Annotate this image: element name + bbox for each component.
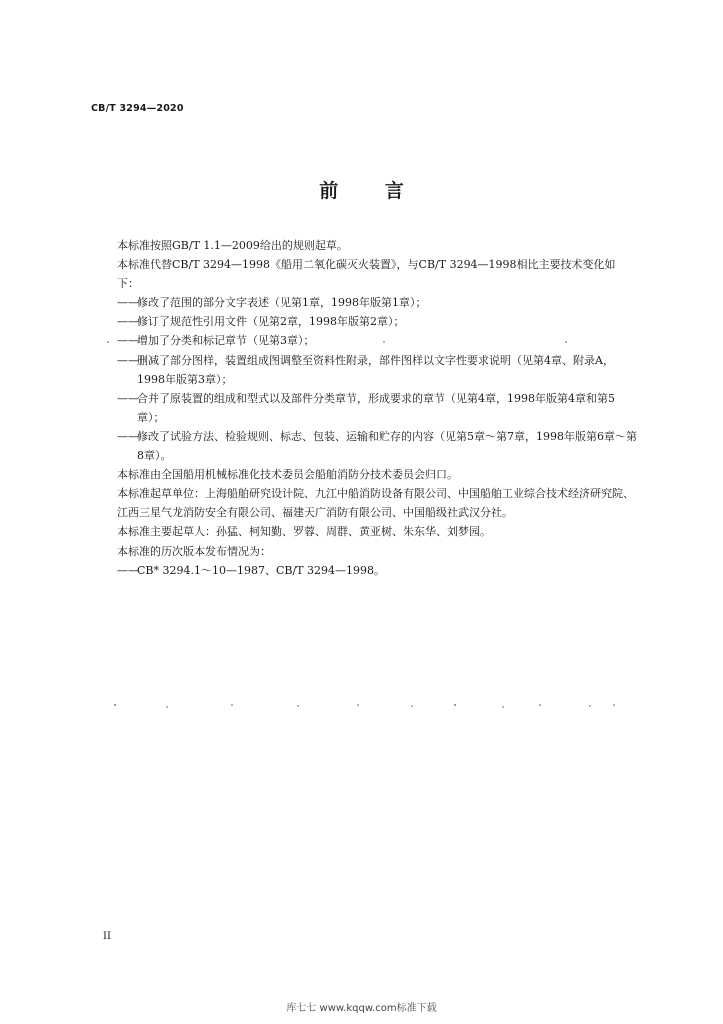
dash-mark: —— [117, 334, 139, 348]
paragraph-history: 本标准的历次版本发布情况为： [117, 544, 271, 558]
dash-mark: —— [117, 391, 139, 405]
paragraph-drafting-rules: 本标准按照GB/T 1.1—2009给出的规则起草。 [117, 239, 348, 252]
change-item [117, 331, 637, 350]
dash-mark: —— [117, 315, 139, 329]
change-item [117, 389, 637, 427]
standard-code: CB/T 3294—2020 [91, 103, 184, 114]
change-item-text: 修订了规范性引用文件（见第2章，1998年版第2章）； [137, 315, 405, 329]
page-title: 前 言 [319, 180, 404, 202]
dash-mark: —— [117, 429, 139, 443]
paragraph-replacement [117, 255, 637, 293]
history-item [117, 561, 637, 580]
change-item-text: 修改了范围的部分文字表述（见第1章，1998年版第1章）； [137, 296, 427, 310]
change-item-text: 增加了分类和标记章节（见第3章）； [137, 334, 315, 348]
dash-mark: —— [117, 353, 139, 367]
paragraph-drafters: 本标准主要起草人：孙猛、柯知勤、罗蓉、周群、黄亚树、朱东华、刘梦园。 [117, 525, 491, 539]
footer-watermark: 库七七 www.kqqw.com标准下载 [286, 1003, 437, 1014]
change-item-text: 删减了部分图样，装置组成图调整至资料性附录，部件图样以文字性要求说明（见第4章、附录A，1998年版第3章）； [137, 353, 614, 386]
change-item-text: 修改了试验方法、检验规则、标志、包装、运输和贮存的内容（见第5章～第7章，1998年版第6章～第8章）。 [137, 429, 637, 463]
change-item [117, 293, 637, 312]
paragraph-drafting-units: 本标准起草单位：上海船舶研究设计院、九江中船消防设备有限公司、中国船舶工业综合技术经济研究院、江西三星气龙消防安全有限公司、福建天广消防有限公司、中国船级社武汉分社。 [117, 487, 634, 520]
dash-mark: —— [117, 563, 139, 577]
history-item-text: CB* 3294.1～10—1987、CB/T 3294—1998。 [137, 563, 386, 577]
paragraph-technical-committee: 本标准由全国船用机械标准化技术委员会船舶消防分技术委员会归口。 [117, 468, 458, 482]
paragraph-replacement-text: 本标准代替CB/T 3294—1998《船用二氧化碳灭火装置》，与CB/T 3294—1998相比主要技术变化如下： [117, 258, 616, 291]
dash-mark: —— [117, 296, 139, 310]
change-item [117, 312, 637, 331]
foreword-body [117, 236, 637, 580]
change-item [117, 351, 637, 389]
page-number: II [103, 931, 111, 942]
change-item [117, 427, 637, 465]
change-item-text: 合并了原装置的组成和型式以及部件分类章节，形成要求的章节（见第4章，1998年版第4章和第5章）； [137, 391, 615, 424]
